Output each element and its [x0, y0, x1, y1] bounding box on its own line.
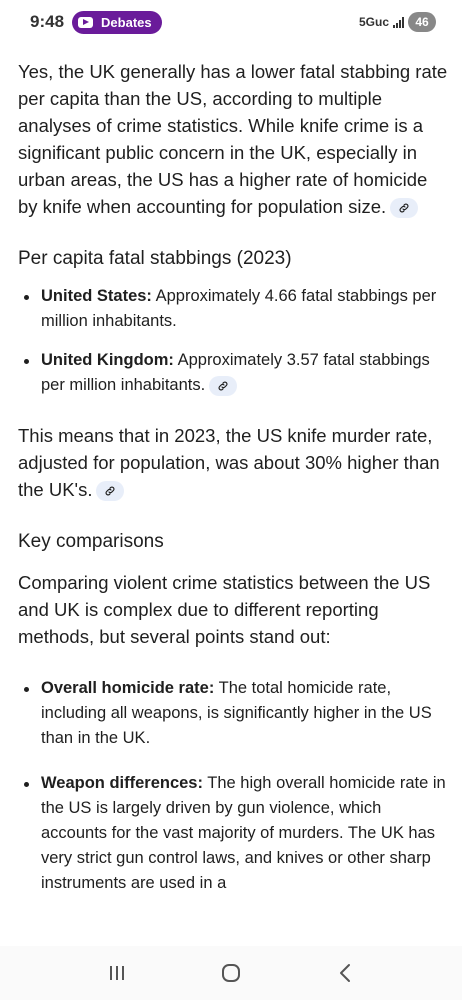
- list-item-text: Approximately 4.66 fatal stabbings per million inhabitants.: [41, 287, 437, 330]
- media-notification-pill[interactable]: [72, 11, 162, 34]
- list-item-text: The total homicide rate, including all weapons, is significantly higher in the US than in the UK.: [41, 679, 432, 747]
- back-icon: [337, 963, 353, 983]
- source-link-chip[interactable]: [390, 198, 418, 218]
- means-text: This means that in 2023, the US knife murder rate, adjusted for population, was about 30% higher than the UK's.: [18, 425, 440, 500]
- stats-list: [18, 284, 448, 398]
- back-button[interactable]: [325, 953, 365, 993]
- media-label: Debates: [101, 14, 152, 30]
- link-icon: [398, 202, 410, 214]
- list-item-term: United Kingdom:: [41, 351, 174, 369]
- signal-icon: [393, 16, 404, 28]
- list-item-text: Approximately 3.57 fatal stabbings per million inhabitants.: [41, 351, 430, 394]
- source-link-chip[interactable]: [209, 376, 237, 396]
- status-bar: [0, 0, 462, 44]
- recents-icon: [107, 964, 127, 982]
- list-item: [18, 771, 448, 896]
- home-icon: [220, 962, 242, 984]
- section-heading-key-comparisons: Key comparisons: [18, 531, 164, 552]
- comparing-paragraph: Comparing violent crime statistics between the US and UK is complex due to different reporting methods, but several points stand out:: [18, 572, 431, 647]
- link-icon: [217, 380, 229, 392]
- play-icon: [78, 17, 93, 28]
- means-paragraph: [18, 422, 448, 503]
- battery-indicator: 46: [408, 12, 436, 32]
- intro-text: Yes, the UK generally has a lower fatal stabbing rate per capita than the US, according to multiple analyses of crime statistics. While knife crime is a significant public concern in the UK, especially in urban areas, the US has a higher rate of homicide by knife when accounting for population size.: [18, 61, 448, 217]
- status-time: 9:48: [30, 12, 65, 31]
- list-item: [18, 676, 448, 751]
- system-navigation-bar: [0, 946, 462, 1000]
- source-link-chip[interactable]: [96, 481, 124, 501]
- answer-content: [18, 58, 448, 896]
- list-item-text: The high overall homicide rate in the US is largely driven by gun violence, which accounts for the vast majority of murders. The UK has very strict gun control laws, and knives or other sharp instruments are used in a: [41, 774, 446, 892]
- link-icon: [104, 485, 116, 497]
- list-item-term: Weapon differences:: [41, 774, 203, 792]
- list-item: [18, 284, 448, 334]
- list-item-term: United States:: [41, 287, 152, 305]
- recents-button[interactable]: [97, 953, 137, 993]
- intro-paragraph: [18, 58, 448, 220]
- section-heading-per-capita: Per capita fatal stabbings (2023): [18, 248, 292, 269]
- comparisons-list: [18, 676, 448, 896]
- list-item-term: Overall homicide rate:: [41, 679, 215, 697]
- network-type: 5Guc: [358, 15, 389, 29]
- list-item: [18, 348, 448, 398]
- home-button[interactable]: [211, 953, 251, 993]
